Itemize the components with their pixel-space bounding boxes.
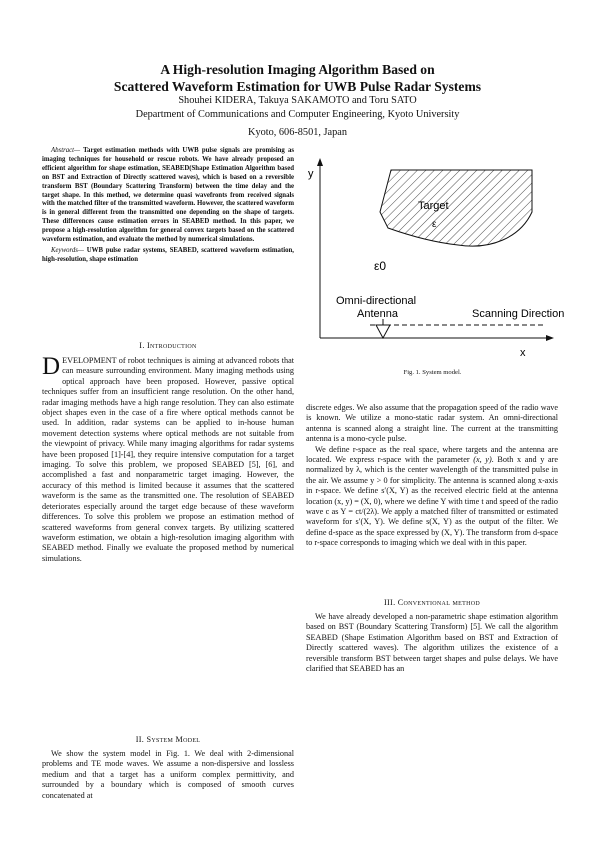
authors: Shouhei KIDERA, Takuya SAKAMOTO and Toru SATO <box>178 95 417 106</box>
abstract-text: Target estimation methods with UWB pulse signals are promising as imaging techniques for household or rescue robots. We have already proposed an efficient algorithm for shape estimation, SEABED(Shape Estimation Algorithm based on BST and Extraction of Directly scattered waves), which is based on a reversible transform BST (Boundary Scattering Transform) between the time delay and the target shape. In this method, we determine quasi wavefronts from received signals with the matched filter of the transmitted waveform. However, the scattered waveform is in general different from the transmitted one depending on the shape of targets. These differences cause estimation errors in SEABED method. In this paper, we propose a high-resolution algorithm for general convex targets based on the scattered waveform estimation, and evaluate the method by numerical simulations. <box>42 147 294 244</box>
antenna-triangle-icon <box>376 325 390 338</box>
intro-body <box>42 353 294 564</box>
system-heading: II. System Model <box>135 735 201 744</box>
keywords-label: Keywords— <box>51 246 84 254</box>
keywords-text: UWB pulse radar systems, SEABED, scattered waveform estimation, high-resolution, shape estimation <box>42 246 294 263</box>
x-axis-label: x <box>520 347 526 359</box>
intro-dropcap: D <box>42 353 61 380</box>
target-label: Target <box>418 200 449 212</box>
epsilon-medium: ε0 <box>374 259 387 273</box>
right-column-body <box>306 403 558 549</box>
system-text: We show the system model in Fig. 1. We deal with 2-dimensional problems and TE mode waves. We assume a non-dispersive and lossless medium and that a target has a uniform complex permittivity, and surrounded by a boundary which is composed of smooth curves concatenated at <box>42 749 294 800</box>
system-model-figure <box>308 150 565 365</box>
system-body <box>42 749 294 801</box>
address: Kyoto, 606-8501, Japan <box>248 127 347 138</box>
figure-caption: Fig. 1. System model. <box>403 369 462 376</box>
conventional-body <box>306 612 558 674</box>
y-axis-arrow <box>317 158 323 166</box>
affiliation: Department of Communications and Computer Engineering, Kyoto University <box>135 109 460 120</box>
abstract-label: Abstract— <box>51 147 81 154</box>
right-paragraph-1: discrete edges. We also assume that the propagation speed of the radio wave is known. We utilize a mono-static radar system. An omni-directional antenna is scanned along a straight line. The current at the transmitting antenna is a mono-cycle pulse. <box>306 403 558 444</box>
right-paragraph-2c: . Both x and y are normalized by λ, which is the center wavelength of the transmitted pulse in the air. We assume y > 0 for simplicity. The antenna is scanned along x-axis in r-space. We define s′(X, Y) as the received electric field at the antenna location (x, y) = (X, 0), where we define Y with time t and speed of the radio wave c as Y = ct/(2λ). We apply a matched filter of transmitted or estimated waveform for s′(X, Y). We define s(X, Y) as the output of the filter. We define d-space as the space expressed by (X, Y). The transform from d-space to r-space corresponds to imaging which we deal with in this paper. <box>306 455 558 548</box>
right-paragraph-2a: We define r-space as the real space, where targets and the antenna are located. We express r-space with the parameter <box>306 444 558 465</box>
conventional-text: We have already developed a non-parametric shape estimation algorithm based on BST (Boundary Scattering Transform) [5]. We call the algorithm SEABED (Shape Estimation Algorithm based on BST and Extraction of Directly scattered waves). The algorithm utilizes the existence of a reversible transform BST between target shapes and pulse delays. We have clarified that SEABED has an <box>306 612 558 674</box>
intro-heading: I. Introduction <box>139 341 197 350</box>
paper-title-line2: Scattered Waveform Estimation for UWB Pulse Radar Systems <box>113 79 482 94</box>
x-axis-arrow <box>546 335 554 341</box>
antenna-label-2: Antenna <box>357 308 398 320</box>
y-axis-label: y <box>308 168 314 180</box>
antenna-label-1: Omni-directional <box>336 295 417 307</box>
scanning-direction-label: Scanning Direction <box>472 308 565 320</box>
right-paragraph-2b: (x, y) <box>473 455 492 465</box>
paper-title-line1: A High-resolution Imaging Algorithm Based on <box>160 62 435 77</box>
epsilon-target: ε <box>432 219 437 230</box>
conventional-heading: III. Conventional method <box>384 598 480 607</box>
abstract <box>42 147 294 265</box>
intro-text: EVELOPMENT of robot techniques is aiming at advanced robots that can measure surrounding environment. Many imaging methods using optical approach have been proposed. However, passive optical techniques suffer from an insufficient range resolution. On the other hand, radar imaging methods have a high range resolution. They can also estimate object shapes even in the case of a fire where optical methods cannot be used. In addition, radar systems can be applied to in-house human movement detection systems where optical methods are not suitable from the viewpoint of privacy. While many imaging algorithms for radar systems have been proposed [1]-[4], they require intensive computation for a target imaging. To solve this problem, we proposed SEABED [5], [6], and accomplished a fast and nonparametric target imaging. However, the accuracy of this method is limited because it assumes that the scattered waveform is the same as the transmitted one. The resolution of SEABED deteriorates especially around the target edge because of these waveform differences. To solve this problem we propose an estimation method of scattered waveforms from general convex targets. By utilizing scattered waveform estimation, we obtain a high-resolution imaging algorithm with SEABED method. Finally we evaluate the proposed method by numerical simulations. <box>42 356 294 563</box>
target-shape <box>380 170 532 246</box>
